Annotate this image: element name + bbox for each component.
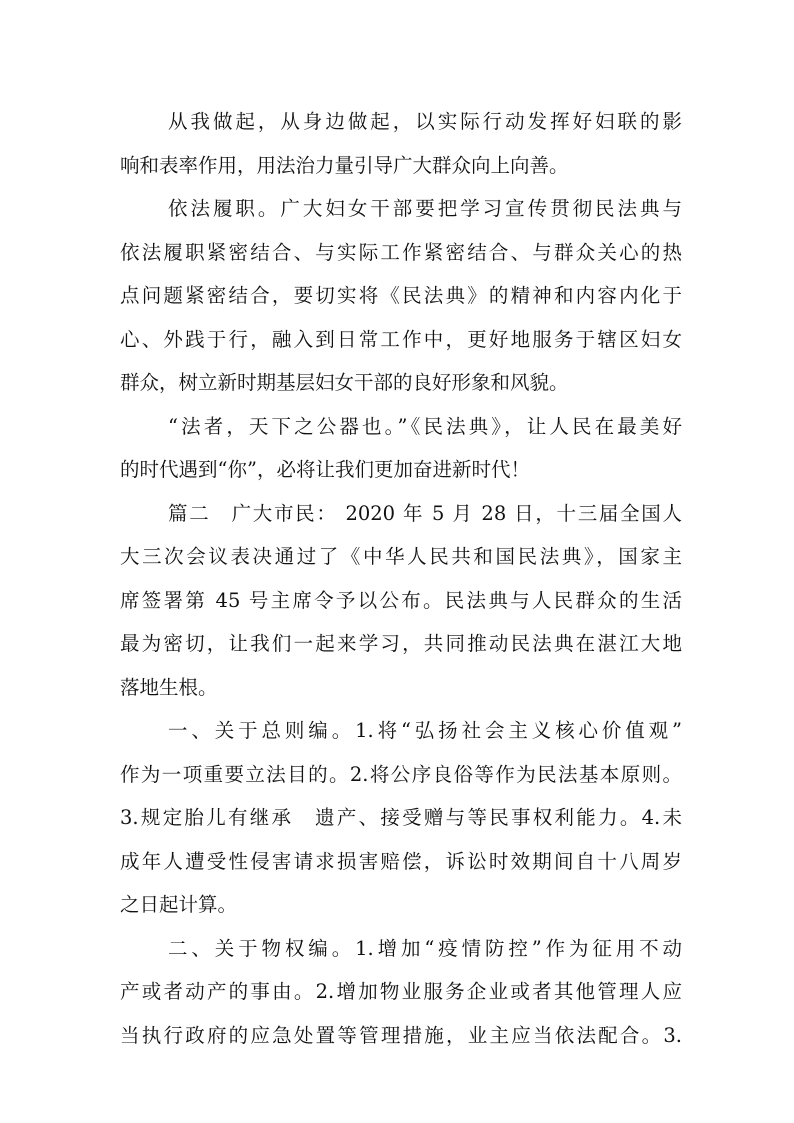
text-line: 二、关于物权编。1.增加“疫情防控”作为征用不动 [168,936,682,960]
text-line: 响和表率作用，用法治力量引导广大群众向上向善。 [120,153,569,177]
text-line: 一、关于总则编。1.将“弘扬社会主义核心价值观” [168,719,682,742]
text-line: 最为密切，让我们一起来学习，共同推动民法典在湛江大地 [120,632,682,655]
text-line: 心、外践于行，融入到日常工作中，更好地服务于辖区妇女 [120,327,682,351]
text-line: 依法履职。广大妇女干部要把学习宣传贯彻民法典与 [168,197,682,220]
text-line: 群众，树立新时期基层妇女干部的良好形象和风貌。 [120,371,569,394]
text-line: 席签署第 45 号主席令予以公布。民法典与人民群众的生活 [120,588,682,612]
text-line: 大三次会议表决通过了《中华人民共和国民法典》，国家主 [120,545,682,568]
text-line: 落地生根。 [120,675,218,699]
document-body [120,100,682,1057]
text-line: 产或者动产的事由。2.增加物业服务企业或者其他管理人应 [120,980,682,1003]
text-line: 3.规定胎儿有继承 遗产、接受赠与等民事权利能力。4.未 [120,806,682,829]
text-line: 作为一项重要立法目的。2.将公序良俗等作为民法基本原则。 [120,762,682,786]
text-line: 当执行政府的应急处置等管理措施，业主应当依法配合。3. [120,1023,682,1047]
text-line: 的时代遇到“你”，必将让我们更加奋进新时代！ [120,458,530,481]
text-line: 从我做起，从身边做起，以实际行动发挥好妇联的影 [168,110,682,133]
text-line: “法者，天下之公器也。”《民法典》，让人民在最美好 [168,414,682,438]
text-line: 依法履职紧密结合、与实际工作紧密结合、与群众关心的热 [120,240,682,264]
text-line: 点问题紧密结合，要切实将《民法典》的精神和内容内化于 [120,284,682,307]
text-line: 成年人遭受性侵害请求损害赔偿，诉讼时效期间自十八周岁 [120,849,682,873]
text-line: 之日起计算。 [120,893,238,916]
text-line: 篇二 广大市民： 2020 年 5 月 28 日，十三届全国人 [168,501,682,525]
